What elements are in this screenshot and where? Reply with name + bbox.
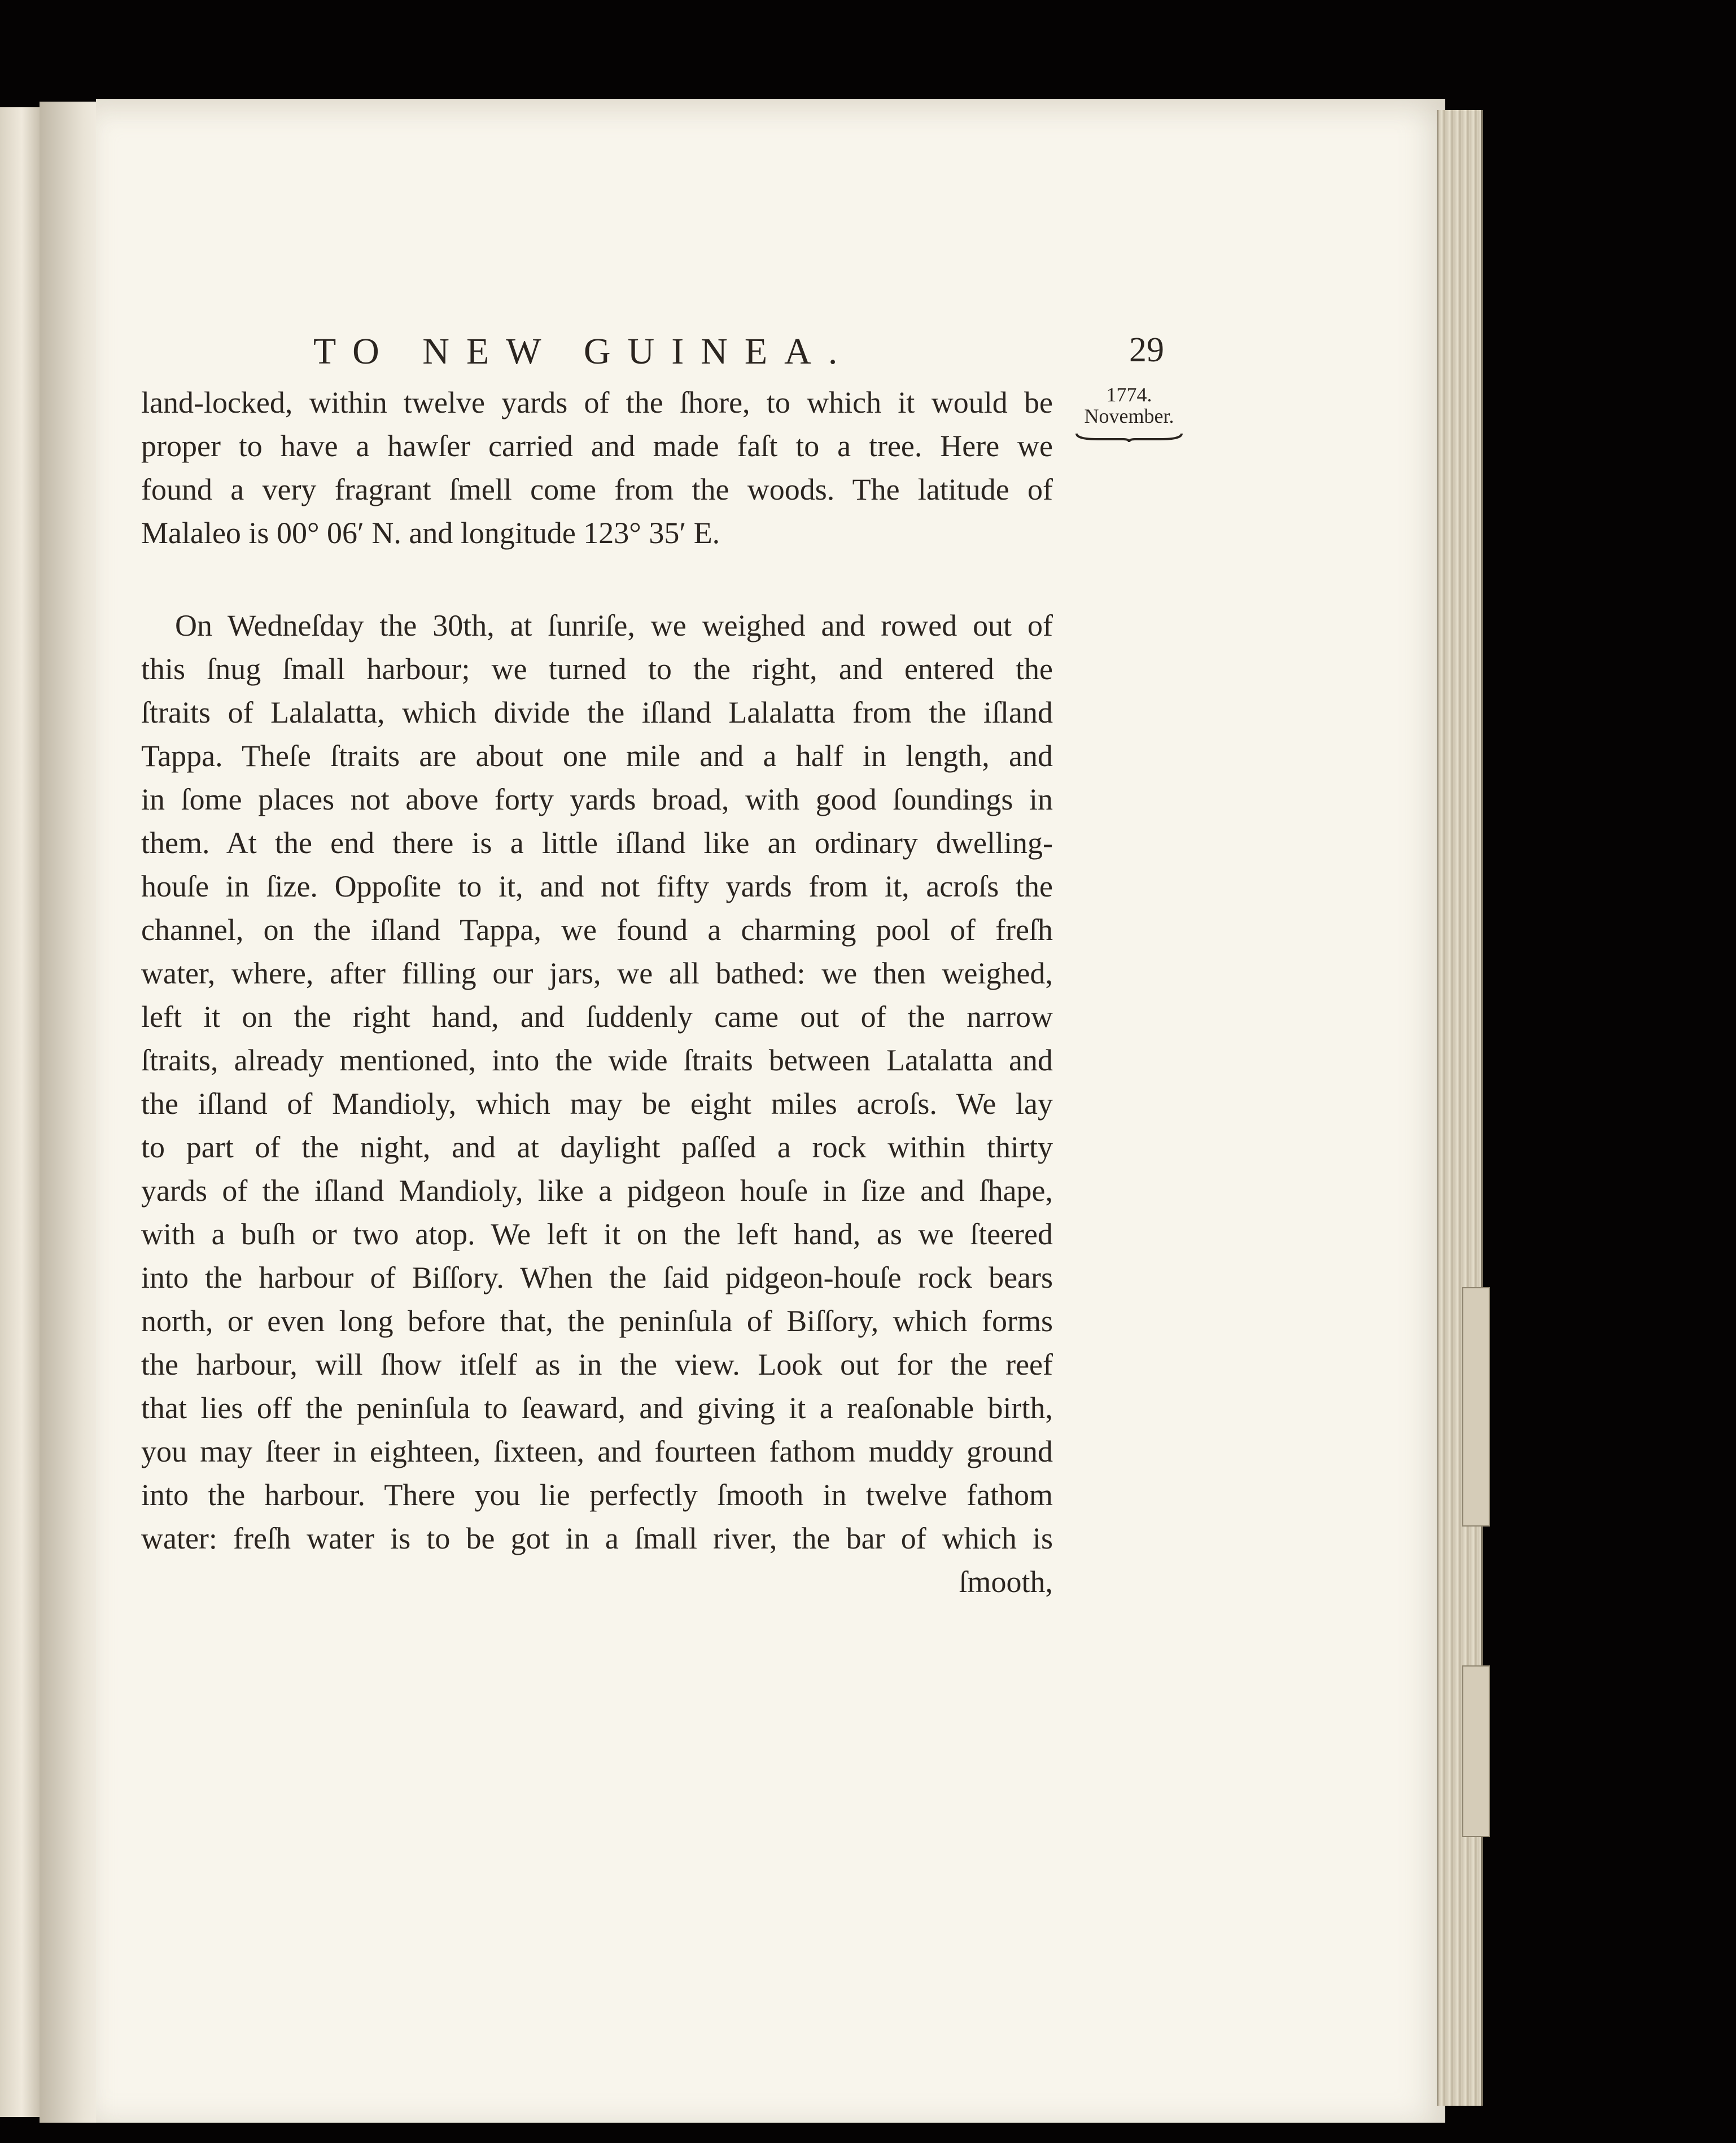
text-line: them. At the end there is a little iſland like an ordinary dwelling-: [141, 826, 1053, 860]
text-line: found a very fragrant ſmell come from the woods. The latitude of: [141, 473, 1053, 506]
page-edge-tab: [1462, 1287, 1490, 1527]
text-line: Tappa. Theſe ſtraits are about one mile and a half in length, and: [141, 739, 1053, 773]
text-line: channel, on the iſland Tappa, we found a charming pool of freſh: [141, 913, 1053, 947]
text-line: proper to have a hawſer carried and made faſt to a tree. Here we: [141, 429, 1053, 463]
text-line: water, where, after filling our jars, we all bathed: we then weighed,: [141, 956, 1053, 990]
text-line: that lies off the peninſula to ſeaward, and giving it a reaſonable birth,: [141, 1391, 1053, 1425]
facing-page-edge: [0, 107, 42, 2117]
margin-year: 1774.: [1106, 383, 1152, 406]
catchword: ſmooth,: [959, 1565, 1053, 1599]
text-line: into the harbour of Biſſory. When the ſaid pidgeon-houſe rock bears: [141, 1261, 1053, 1294]
page-edge-tab: [1462, 1665, 1490, 1837]
text-line: north, or even long before that, the peninſula of Biſſory, which forms: [141, 1304, 1053, 1338]
page-number: 29: [1129, 331, 1164, 369]
text-line: to part of the night, and at daylight paſſed a rock within thirty: [141, 1130, 1053, 1164]
margin-month: November.: [1084, 405, 1174, 427]
text-line: Malaleo is 00° 06′ N. and longitude 123° 35′ E.: [141, 516, 720, 550]
margin-date-note: [1073, 384, 1186, 443]
text-line: with a buſh or two atop. We left it on the left hand, as we ſteered: [141, 1217, 1053, 1251]
text-line: in ſome places not above forty yards broad, with good ſoundings in: [141, 782, 1053, 816]
paragraph-1: [141, 381, 1053, 555]
text-line: ſtraits, already mentioned, into the wide ſtraits between Latalatta and: [141, 1043, 1053, 1077]
brace-ornament: [1075, 431, 1183, 443]
text-line: this ſnug ſmall harbour; we turned to the right, and entered the: [141, 652, 1053, 686]
text-line: water: freſh water is to be got in a ſmall river, the bar of which is: [141, 1521, 1053, 1555]
text-line: the iſland of Mandioly, which may be eight miles acroſs. We lay: [141, 1087, 1053, 1121]
text-line: left it on the right hand, and ſuddenly came out of the narrow: [141, 1000, 1053, 1034]
text-line: yards of the iſland Mandioly, like a pidgeon houſe in ſize and ſhape,: [141, 1174, 1053, 1208]
text-line: the harbour, will ſhow itſelf as in the view. Look out for the reef: [141, 1348, 1053, 1381]
text-line: ſtraits of Lalalatta, which divide the iſland Lalalatta from the iſland: [141, 696, 1053, 729]
text-line: houſe in ſize. Oppoſite to it, and not fifty yards from it, acroſs the: [141, 869, 1053, 903]
running-header: TO NEW GUINEA.: [313, 331, 855, 372]
text-line: On Wedneſday the 30th, at ſunriſe, we weighed and rowed out of: [175, 609, 1053, 642]
text-line: land-locked, within twelve yards of the ſhore, to which it would be: [141, 386, 1053, 419]
text-line: you may ſteer in eighteen, ſixteen, and fourteen fathom muddy ground: [141, 1435, 1053, 1468]
text-line: into the harbour. There you lie perfectly ſmooth in twelve fathom: [141, 1478, 1053, 1512]
paragraph-2: [141, 604, 1053, 1604]
